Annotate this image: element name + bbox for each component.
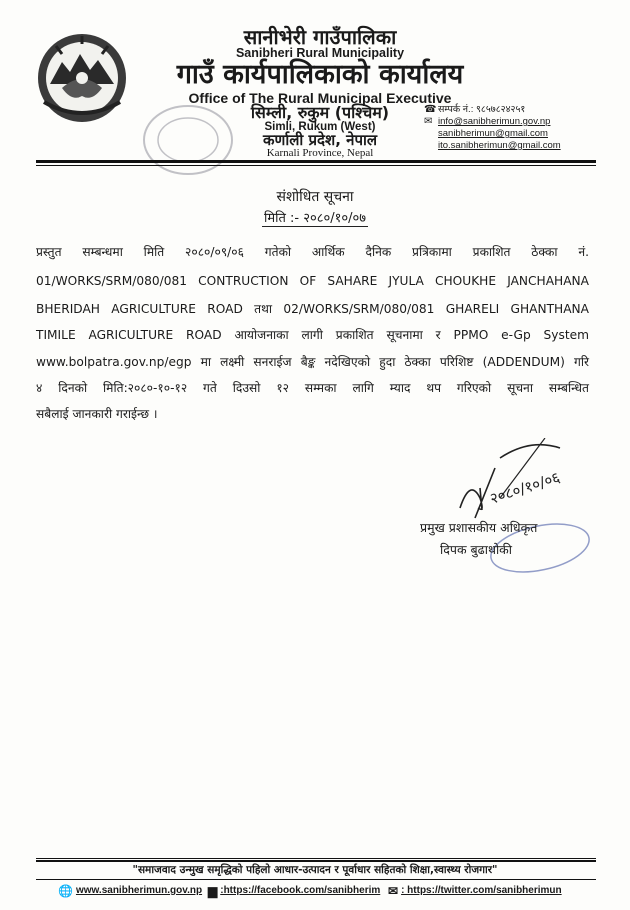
header-divider-thin — [36, 165, 596, 166]
footer-divider — [36, 860, 596, 862]
notice-body-line: BHERIDAH AGRICULTURE ROAD तथा 02/WORKS/SRM/080/081 GHARELI GHANTHANA — [36, 302, 589, 316]
facebook-icon: ▆ — [208, 884, 218, 898]
notice-body-line: www.bolpatra.gov.np/egp मा लक्ष्मी सनराईज बैङ्क नदेखिएको हुदा ठेक्का परिशिष्ट (ADDENDUM) गरि — [36, 355, 589, 369]
office-name-np: गाउँ कार्यपालिकाको कार्यालय — [176, 59, 464, 90]
signatory-title: प्रमुख प्रशासकीय अधिकृत — [420, 520, 538, 535]
mail-icon: ✉ — [424, 116, 433, 127]
signature-date: २०८०/१०/०६ — [487, 468, 563, 508]
contact-block — [424, 104, 624, 152]
contact-email-2[interactable]: sanibherimun@gmail.com — [438, 128, 548, 139]
notice-body-line: TIMILE AGRICULTURE ROAD आयोजनाका लागी प्रकाशित सूचनामा र PPMO e-Gp System — [36, 328, 589, 342]
office-name-en: Office of The Rural Municipal Executive — [188, 90, 452, 106]
location-en: Simli, Rukum (West) — [264, 121, 376, 133]
footer-twitter-link[interactable]: ✉ : https://twitter.com/sanibherimun — [388, 884, 562, 898]
nepal-emblem-logo — [36, 32, 128, 124]
header-divider-thick — [36, 160, 596, 163]
province-en: Karnali Province, Nepal — [266, 147, 374, 159]
footer-slogan: "समाजवाद उन्मुख समृद्धिको पहिलो आधार-उत्पादन र पूर्वाधार सहितको शिक्षा,स्वास्थ्य रोजगार" — [132, 864, 498, 876]
footer-website-link[interactable]: 🌐 www.sanibherimun.gov.np — [58, 884, 203, 898]
notice-title: संशोधित सूचना — [276, 189, 354, 205]
notice-body-line: सबैलाई जानकारी गराईन्छ । — [36, 407, 158, 421]
notice-body-line: 01/WORKS/SRM/080/081 CONTRUCTION OF SAHARE JYULA CHOUKHE JANCHAHANA — [36, 274, 589, 288]
globe-icon: 🌐 — [58, 884, 73, 898]
twitter-icon: ✉ — [388, 884, 399, 898]
contact-email-3[interactable]: ito.sanibherimun@gmail.com — [438, 140, 561, 151]
contact-phone: ☎ सम्पर्क नं.: ९८५७८२४२५१ — [424, 104, 526, 115]
notice-body-line: ४ दिनको मिति:२०८०-१०-१२ गते दिउसो १२ सम्मका लागि म्याद थप गरिएको सूचना सम्बन्धित — [36, 381, 589, 395]
footer-divider — [36, 858, 596, 859]
province-np: कर्णाली प्रदेश, नेपाल — [262, 131, 378, 149]
municipality-name-en: Sanibheri Rural Municipality — [235, 46, 405, 60]
signatory-name: दिपक बुढाथोकी — [440, 542, 513, 557]
contact-email-1[interactable]: ✉ info@sanibherimun.gov.np — [424, 116, 551, 127]
office-stamp-faint — [138, 100, 238, 180]
notice-body-line: प्रस्तुत सम्बन्धमा मिति २०८०/०९/०६ गतेको आर्थिक दैनिक प्रत्रिकामा प्रकाशित ठेक्का नं. — [36, 245, 589, 259]
notice-date: मिति :- २०८०/१०/०७ — [263, 211, 367, 226]
municipality-name-np: सानीभेरी गाउँपालिका — [243, 25, 397, 49]
location-np: सिम्ली, रुकुम (पश्चिम) — [250, 103, 390, 122]
phone-icon: ☎ — [424, 104, 437, 115]
footer-divider — [36, 879, 596, 880]
footer-facebook-link[interactable]: ▆ :https://facebook.com/sanibherim — [208, 884, 381, 898]
footer-links — [58, 884, 598, 898]
